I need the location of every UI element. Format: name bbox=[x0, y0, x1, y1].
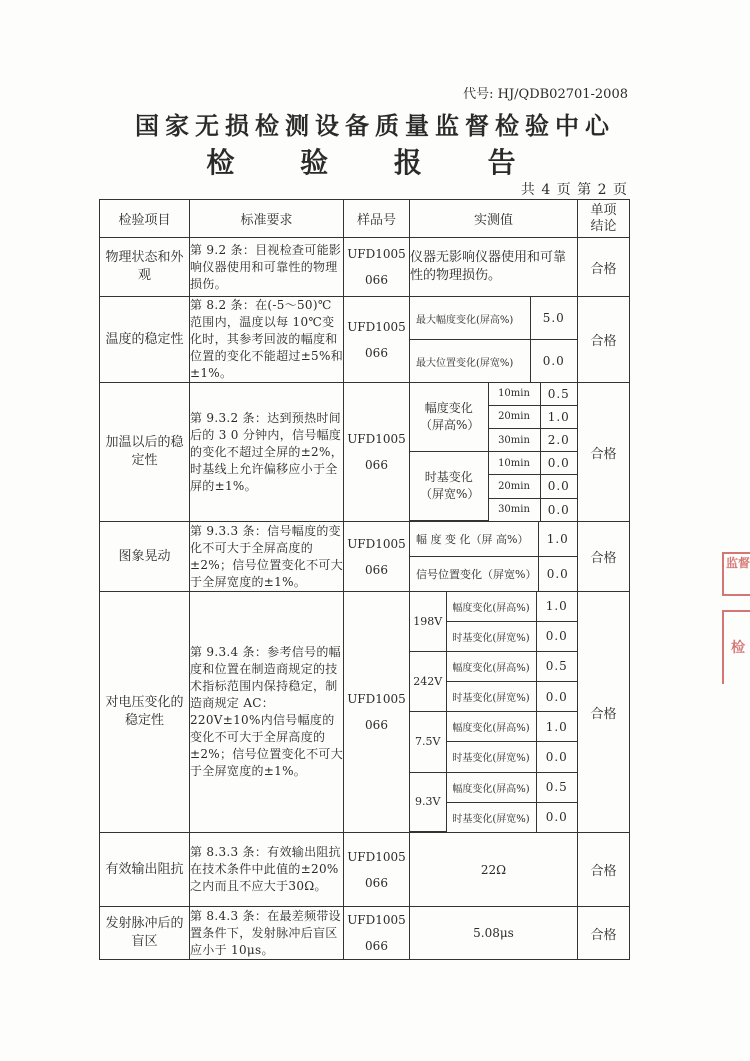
time-label: 20min bbox=[488, 475, 540, 498]
measured-value: 5.08μs bbox=[410, 907, 578, 960]
stamp-text: 监督 bbox=[725, 556, 750, 570]
sample-line-1: UFD1005 bbox=[347, 536, 406, 551]
requirement-text: 第 9.3.3 条：信号幅度的变化不可大于全屏高度的±2%；信号位置变化不可大于全屏宽度的±1%。 bbox=[190, 522, 344, 592]
requirement-text: 第 9.3.4 条：参考信号的幅度和位置在制造商规定的技术指标范围内保持稳定，制造商规定 AC：220V±10%内信号幅度的变化不可大于全屏高度的±2%；信号位置变化不可大于全屏宽度的±1%。 bbox=[190, 592, 344, 833]
sample-line-1: UFD1005 bbox=[347, 247, 406, 261]
measure-value: 0.0 bbox=[540, 498, 577, 520]
measure-value: 2.0 bbox=[540, 429, 577, 452]
col-header-sample: 样品号 bbox=[344, 200, 410, 238]
measure-value: 0.0 bbox=[536, 621, 577, 651]
voltage-label: 9.3V bbox=[410, 772, 446, 831]
measured-subtable bbox=[410, 383, 577, 521]
conclusion: 合格 bbox=[578, 833, 630, 907]
sample-number bbox=[344, 833, 410, 907]
sample-line-2: 066 bbox=[365, 562, 388, 577]
table-row bbox=[100, 522, 630, 592]
group-label: 时基变化（屏宽%） bbox=[410, 452, 488, 521]
sample-line-1: UFD1005 bbox=[347, 849, 406, 864]
organization-title: 国家无损检测设备质量监督检验中心 bbox=[135, 111, 615, 140]
time-label: 10min bbox=[488, 383, 540, 405]
measure-value: 0.0 bbox=[538, 557, 577, 592]
sample-number bbox=[344, 297, 410, 383]
sample-number bbox=[344, 907, 410, 960]
voltage-label: 242V bbox=[410, 651, 446, 711]
measure-value: 0.0 bbox=[536, 742, 577, 772]
col-header-requirement: 标准要求 bbox=[190, 200, 344, 238]
col-header-measured: 实测值 bbox=[410, 200, 578, 238]
measure-value: 0.0 bbox=[540, 475, 577, 498]
col-header-conclusion: 单项结论 bbox=[578, 200, 630, 238]
time-label: 30min bbox=[488, 498, 540, 520]
time-label: 20min bbox=[488, 405, 540, 428]
table-header-row bbox=[100, 200, 630, 238]
voltage-label: 7.5V bbox=[410, 712, 446, 772]
measured-value: 仪器无影响仪器使用和可靠性的物理损伤。 bbox=[410, 238, 578, 297]
table-row bbox=[100, 238, 630, 297]
conclusion: 合格 bbox=[578, 522, 630, 592]
measure-label: 时基变化(屏宽%) bbox=[446, 802, 536, 831]
sample-line-2: 066 bbox=[365, 273, 388, 287]
item-name: 图象晃动 bbox=[100, 522, 190, 592]
item-name: 加温以后的稳定性 bbox=[100, 383, 190, 522]
requirement-text: 第 9.2 条：目视检查可能影响仪器使用和可靠性的物理损伤。 bbox=[190, 238, 344, 297]
measure-label: 时基变化(屏宽%) bbox=[446, 621, 536, 651]
sample-number bbox=[344, 522, 410, 592]
table-row bbox=[100, 592, 630, 833]
sample-line-2: 066 bbox=[365, 875, 388, 890]
item-name: 物理状态和外观 bbox=[100, 238, 190, 297]
group-label: 幅度变化（屏高%） bbox=[410, 383, 488, 452]
sample-number bbox=[344, 238, 410, 297]
conclusion: 合格 bbox=[578, 907, 630, 960]
measure-label: 最大位置变化(屏宽%) bbox=[410, 340, 530, 383]
measure-value: 0.0 bbox=[540, 452, 577, 475]
sample-line-2: 066 bbox=[365, 939, 388, 953]
measure-value: 0.5 bbox=[536, 772, 577, 802]
table-row bbox=[100, 907, 630, 960]
measure-value: 0.5 bbox=[540, 383, 577, 405]
measure-value: 1.0 bbox=[540, 405, 577, 428]
inspection-table bbox=[99, 199, 630, 960]
measured-subtable bbox=[410, 522, 577, 591]
sample-line-2: 066 bbox=[365, 458, 388, 472]
measure-label: 幅 度 变 化（屏 高%） bbox=[410, 522, 538, 557]
document-code: 代号: HJ/QDB02701-2008 bbox=[463, 87, 628, 102]
measure-label: 幅度变化(屏高%) bbox=[446, 712, 536, 742]
seal-stamp bbox=[722, 610, 750, 684]
measure-label: 最大幅度变化(屏高%) bbox=[410, 297, 530, 340]
sample-line-2: 066 bbox=[365, 345, 388, 360]
col-header-item: 检验项目 bbox=[100, 200, 190, 238]
measured-cell bbox=[410, 522, 578, 592]
item-name: 对电压变化的稳定性 bbox=[100, 592, 190, 833]
requirement-text: 第 8.4.3 条：在最差频带设置条件下，发射脉冲后盲区应小于 10μs。 bbox=[190, 907, 344, 960]
measured-value: 22Ω bbox=[410, 833, 578, 907]
measured-subtable bbox=[410, 297, 577, 382]
seal-stamp bbox=[722, 552, 750, 596]
requirement-text: 第 8.3.3 条：有效输出阻抗在技术条件中此值的±20%之内而且不应大于30Ω。 bbox=[190, 833, 344, 907]
requirement-text: 第 8.2 条：在(-5～50)℃范围内，温度以每 10℃变化时，其参考回波的幅度和位置的变化不能超过±5%和±1%。 bbox=[190, 297, 344, 383]
page-info: 共 4 页 第 2 页 bbox=[520, 182, 628, 198]
measure-label: 时基变化(屏宽%) bbox=[446, 742, 536, 772]
sample-line-1: UFD1005 bbox=[347, 913, 406, 927]
measure-label: 信号位置变化（屏宽%） bbox=[410, 557, 538, 592]
measured-cell bbox=[410, 297, 578, 383]
report-title: 检 验 报 告 bbox=[206, 146, 544, 179]
measured-cell bbox=[410, 383, 578, 522]
measure-value: 0.0 bbox=[536, 802, 577, 831]
table-row bbox=[100, 297, 630, 383]
sample-line-2: 066 bbox=[365, 718, 388, 732]
measure-label: 幅度变化(屏高%) bbox=[446, 592, 536, 621]
conclusion: 合格 bbox=[578, 592, 630, 833]
item-name: 有效输出阻抗 bbox=[100, 833, 190, 907]
time-label: 10min bbox=[488, 452, 540, 475]
time-label: 30min bbox=[488, 429, 540, 452]
item-name: 温度的稳定性 bbox=[100, 297, 190, 383]
measure-value: 0.0 bbox=[530, 340, 577, 383]
measure-label: 幅度变化(屏高%) bbox=[446, 651, 536, 681]
measure-value: 0.0 bbox=[536, 682, 577, 712]
conclusion: 合格 bbox=[578, 238, 630, 297]
table-row bbox=[100, 383, 630, 522]
sample-line-1: UFD1005 bbox=[347, 319, 406, 334]
measure-label: 时基变化(屏宽%) bbox=[446, 682, 536, 712]
measure-value: 0.5 bbox=[536, 651, 577, 681]
table-row bbox=[100, 833, 630, 907]
measure-value: 1.0 bbox=[536, 712, 577, 742]
sample-number bbox=[344, 383, 410, 522]
measure-value: 1.0 bbox=[536, 592, 577, 621]
sample-line-1: UFD1005 bbox=[347, 432, 406, 446]
conclusion: 合格 bbox=[578, 297, 630, 383]
voltage-label: 198V bbox=[410, 592, 446, 651]
measure-value: 1.0 bbox=[538, 522, 577, 557]
measure-value: 5.0 bbox=[530, 297, 577, 340]
sample-line-1: UFD1005 bbox=[347, 692, 406, 706]
stamp-text: 检 bbox=[731, 640, 745, 656]
measured-cell bbox=[410, 592, 578, 833]
measured-subtable bbox=[410, 592, 577, 832]
measure-label: 幅度变化(屏高%) bbox=[446, 772, 536, 802]
item-name: 发射脉冲后的盲区 bbox=[100, 907, 190, 960]
sample-number bbox=[344, 592, 410, 833]
requirement-text: 第 9.3.2 条：达到预热时间后的 3 0 分钟内，信号幅度的变化不超过全屏的±2%，时基线上允许偏移应小于全屏的±1%。 bbox=[190, 383, 344, 522]
conclusion: 合格 bbox=[578, 383, 630, 522]
